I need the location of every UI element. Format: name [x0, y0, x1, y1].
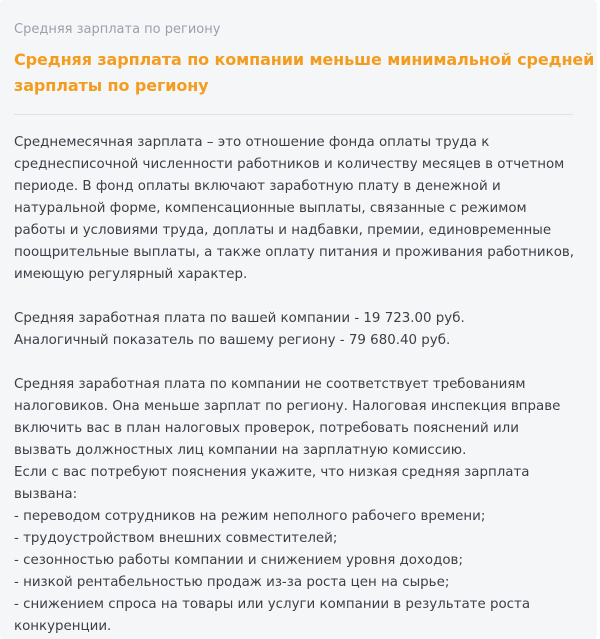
text-line: вызвана:: [14, 487, 78, 502]
list-item: - снижением спроса на товары или услуги компании в результате роста: [14, 597, 531, 612]
list-item: - трудоустройством внешних совместителей;: [14, 531, 338, 546]
conclusion-paragraph: [14, 374, 583, 638]
text-line: работы и условиями труда, доплаты и надбавки, премии, единовременные: [14, 223, 552, 238]
divider: [14, 114, 573, 115]
text-line: включить вас в план налоговых проверок, потребовать пояснений или: [14, 421, 519, 436]
text-line: Если с вас потребуют пояснения укажите, что низкая средняя зарплата: [14, 465, 530, 480]
text-line: вызвать должностных лиц компании на зарплатную комиссию.: [14, 443, 467, 458]
list-item: - переводом сотрудников на режим неполного рабочего времени;: [14, 509, 486, 524]
definition-paragraph: [14, 132, 583, 286]
list-item: - сезонностью работы компании и снижением уровня доходов;: [14, 553, 463, 568]
text-line: Среднемесячная зарплата – это отношение фонда оплаты труда к: [14, 135, 490, 150]
section-kicker: Средняя зарплата по региону: [14, 22, 221, 37]
headline-line: зарплаты по региону: [14, 76, 209, 95]
company-salary-line: Средняя заработная плата по вашей компании - 19 723.00 руб.: [14, 311, 465, 326]
list-item: - низкой рентабельностью продаж из-за роста цен на сырье;: [14, 575, 450, 590]
text-line: натуральной форме, компенсационные выплаты, связанные с режимом: [14, 201, 527, 216]
text-line: периоде. В фонд оплаты включают заработную плату в денежной и: [14, 179, 501, 194]
text-line: налоговиков. Она меньше зарплат по региону. Налоговая инспекция вправе: [14, 399, 561, 414]
warning-headline: [14, 47, 595, 99]
text-line: среднесписочной численности работников и количеству месяцев в отчетном: [14, 157, 565, 172]
text-line: Средняя заработная плата по компании не соответствует требованиям: [14, 377, 526, 392]
text-line: поощрительные выплаты, а также оплату питания и проживания работников,: [14, 245, 575, 260]
comparison-paragraph: [14, 308, 583, 352]
text-line: конкуренции.: [14, 619, 112, 634]
headline-line: Средняя зарплата по компании меньше минимальной средней: [14, 50, 595, 69]
region-salary-line: Аналогичный показатель по вашему региону - 79 680.40 руб.: [14, 333, 451, 348]
text-line: имеющую регулярный характер.: [14, 267, 248, 282]
